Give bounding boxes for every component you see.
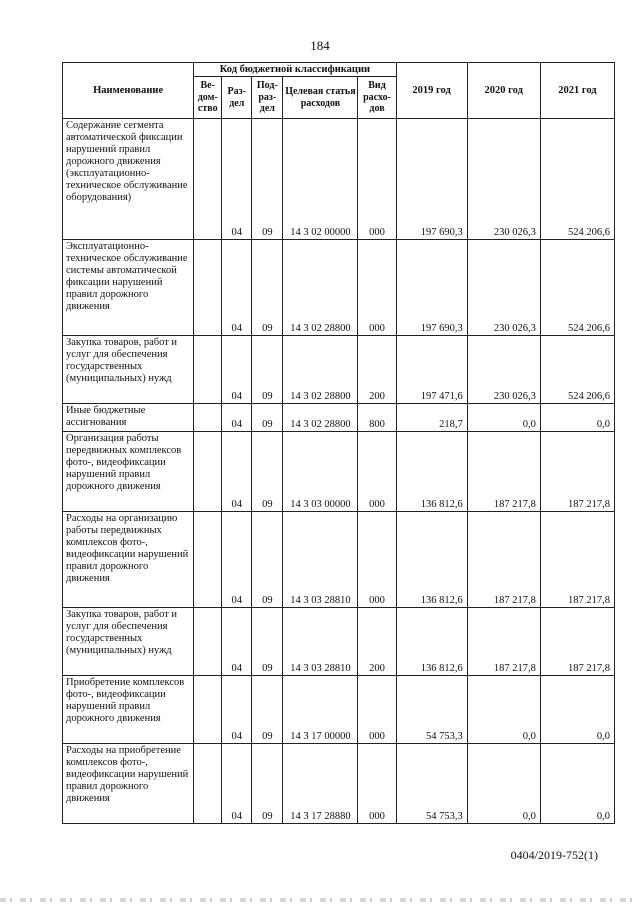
cell-y2020: 230 026,3 [467, 240, 540, 336]
table-row [63, 608, 615, 676]
cell-vid: 000 [358, 119, 396, 240]
cell-target: 14 3 03 00000 [283, 432, 358, 512]
cell-podrazdel: 09 [252, 119, 283, 240]
header-code-group: Код бюджетной классификации [194, 63, 396, 77]
cell-podrazdel: 09 [252, 404, 283, 432]
cell-razdel: 04 [222, 336, 252, 404]
cell-name: Расходы на приобретение комплексов фото-, видеофиксации нарушений правил дорожного движения [63, 744, 194, 824]
cell-y2020: 0,0 [467, 676, 540, 744]
table-row [63, 512, 615, 608]
cell-razdel: 04 [222, 608, 252, 676]
cell-y2021: 524 206,6 [540, 336, 614, 404]
cell-razdel: 04 [222, 240, 252, 336]
cell-y2021: 0,0 [540, 404, 614, 432]
cell-ved [194, 608, 222, 676]
cell-y2019: 197 690,3 [396, 240, 467, 336]
cell-y2020: 187 217,8 [467, 432, 540, 512]
cell-y2020: 187 217,8 [467, 608, 540, 676]
cell-razdel: 04 [222, 404, 252, 432]
cell-y2020: 187 217,8 [467, 512, 540, 608]
footer-code: 0404/2019-752(1) [510, 848, 598, 862]
cell-ved [194, 336, 222, 404]
cell-razdel: 04 [222, 119, 252, 240]
cell-ved [194, 512, 222, 608]
cell-razdel: 04 [222, 432, 252, 512]
cell-razdel: 04 [222, 512, 252, 608]
cell-y2019: 197 690,3 [396, 119, 467, 240]
table-row [63, 432, 615, 512]
table-row [63, 676, 615, 744]
cell-name: Закупка товаров, работ и услуг для обеспечения государственных (муниципальных) нужд [63, 608, 194, 676]
cell-vid: 000 [358, 512, 396, 608]
header-vid: Вид расхо-дов [358, 77, 396, 119]
cell-target: 14 3 02 00000 [283, 119, 358, 240]
cell-y2020: 0,0 [467, 404, 540, 432]
cell-y2019: 136 812,6 [396, 432, 467, 512]
cell-podrazdel: 09 [252, 676, 283, 744]
cell-name: Содержание сегмента автоматической фиксации нарушений правил дорожного движения (эксплуатационно-техническое обслуживание оборудования) [63, 119, 194, 240]
cell-y2020: 230 026,3 [467, 336, 540, 404]
cell-y2021: 524 206,6 [540, 240, 614, 336]
cell-name: Организация работы передвижных комплексов фото-, видеофиксации нарушений правил дорожного движения [63, 432, 194, 512]
cell-vid: 000 [358, 240, 396, 336]
cell-y2021: 524 206,6 [540, 119, 614, 240]
cell-razdel: 04 [222, 676, 252, 744]
table-row [63, 744, 615, 824]
cell-name: Эксплуатационно-техническое обслуживание системы автоматической фиксации нарушений правил дорожного движения [63, 240, 194, 336]
cell-ved [194, 119, 222, 240]
cell-vid: 000 [358, 744, 396, 824]
table-row [63, 119, 615, 240]
cell-podrazdel: 09 [252, 432, 283, 512]
cell-podrazdel: 09 [252, 608, 283, 676]
scan-noise [0, 898, 640, 902]
cell-podrazdel: 09 [252, 240, 283, 336]
cell-podrazdel: 09 [252, 512, 283, 608]
cell-y2020: 230 026,3 [467, 119, 540, 240]
cell-razdel: 04 [222, 744, 252, 824]
cell-y2019: 54 753,3 [396, 676, 467, 744]
cell-y2020: 0,0 [467, 744, 540, 824]
cell-vid: 000 [358, 432, 396, 512]
header-name: Наименование [63, 63, 194, 119]
header-target: Целевая статья расходов [283, 77, 358, 119]
cell-podrazdel: 09 [252, 336, 283, 404]
cell-name: Закупка товаров, работ и услуг для обеспечения государственных (муниципальных) нужд [63, 336, 194, 404]
cell-y2021: 187 217,8 [540, 432, 614, 512]
cell-y2019: 136 812,6 [396, 608, 467, 676]
cell-y2021: 187 217,8 [540, 608, 614, 676]
header-2021: 2021 год [540, 63, 614, 119]
header-2019: 2019 год [396, 63, 467, 119]
cell-vid: 800 [358, 404, 396, 432]
cell-target: 14 3 02 28800 [283, 240, 358, 336]
cell-name: Расходы на организацию работы передвижных комплексов фото-, видеофиксации нарушений правил дорожного движения [63, 512, 194, 608]
cell-name: Иные бюджетные ассигнования [63, 404, 194, 432]
cell-y2019: 218,7 [396, 404, 467, 432]
cell-ved [194, 404, 222, 432]
header-2020: 2020 год [467, 63, 540, 119]
cell-vid: 200 [358, 608, 396, 676]
cell-y2019: 136 812,6 [396, 512, 467, 608]
cell-target: 14 3 03 28810 [283, 608, 358, 676]
cell-y2021: 0,0 [540, 744, 614, 824]
table-row [63, 404, 615, 432]
cell-podrazdel: 09 [252, 744, 283, 824]
cell-ved [194, 744, 222, 824]
cell-target: 14 3 17 28880 [283, 744, 358, 824]
cell-y2019: 197 471,6 [396, 336, 467, 404]
cell-target: 14 3 02 28800 [283, 336, 358, 404]
cell-target: 14 3 17 00000 [283, 676, 358, 744]
cell-y2019: 54 753,3 [396, 744, 467, 824]
cell-ved [194, 676, 222, 744]
header-razdel: Раз-дел [222, 77, 252, 119]
page-number: 184 [310, 38, 330, 53]
table-row [63, 240, 615, 336]
cell-vid: 000 [358, 676, 396, 744]
cell-y2021: 187 217,8 [540, 512, 614, 608]
cell-y2021: 0,0 [540, 676, 614, 744]
cell-name: Приобретение комплексов фото-, видеофиксации нарушений правил дорожного движения [63, 676, 194, 744]
table-row [63, 336, 615, 404]
cell-target: 14 3 02 28800 [283, 404, 358, 432]
header-vedomstvo: Ве-дом-ство [194, 77, 222, 119]
cell-ved [194, 432, 222, 512]
cell-ved [194, 240, 222, 336]
header-podrazdel: Под-раз-дел [252, 77, 283, 119]
cell-vid: 200 [358, 336, 396, 404]
cell-target: 14 3 03 28810 [283, 512, 358, 608]
budget-table [62, 62, 615, 824]
